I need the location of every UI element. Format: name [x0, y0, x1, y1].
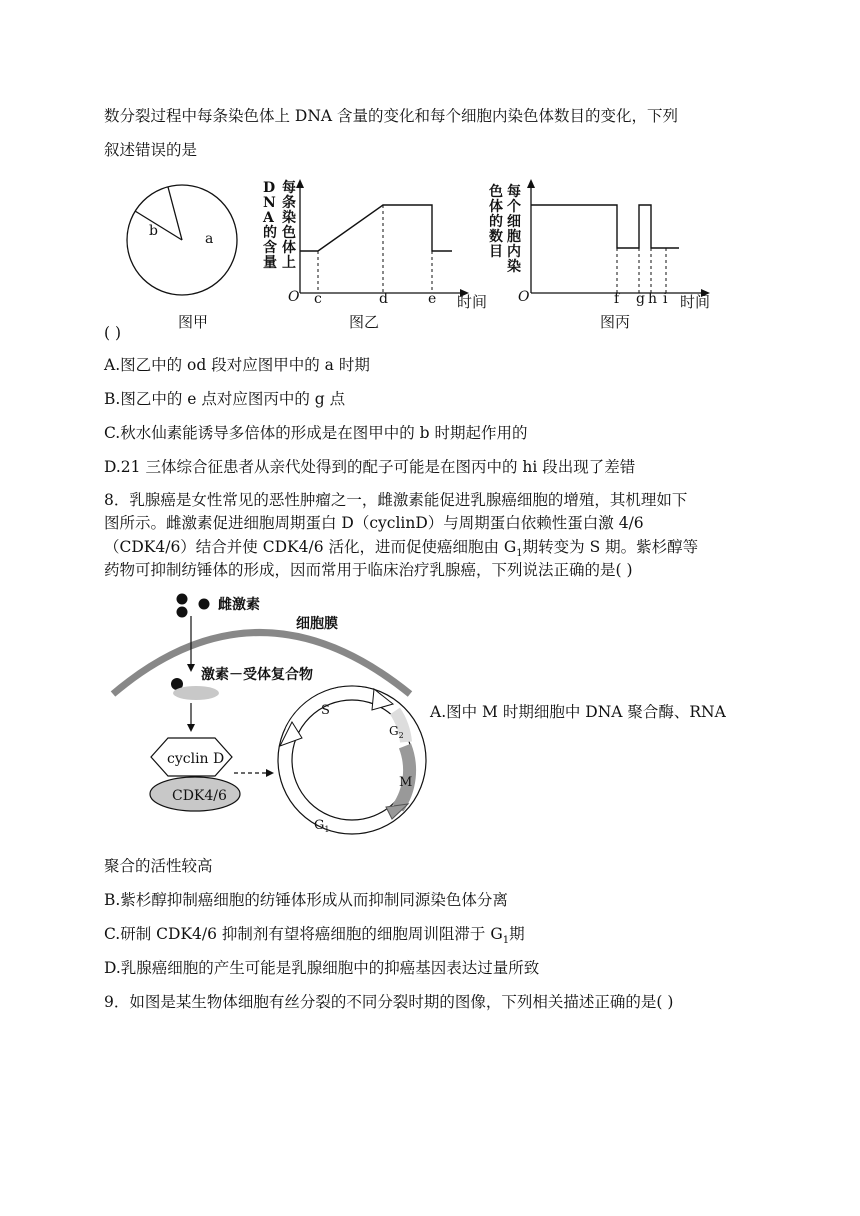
- caption-yi: 图乙: [349, 313, 380, 331]
- label-complex: 激素－受体复合物: [201, 667, 313, 683]
- q8-option-b: B.紫杉醇抑制癌细胞的纺锤体形成从而抑制同源染色体分离: [104, 891, 508, 909]
- axis-vertical-label: D N A 的含量: [263, 180, 277, 271]
- q8-option-a-part2: 聚合的活性较高: [104, 857, 213, 875]
- pie-label-a: a: [205, 231, 214, 247]
- label-phase-s: S: [321, 703, 330, 718]
- axis-vertical-label: 每条染色体上: [282, 180, 296, 271]
- figure-jia-pie: [120, 186, 250, 336]
- label-phase-m: M: [399, 775, 413, 790]
- yi-xlabel: 时间: [457, 293, 488, 311]
- q8-option-c: C.研制 CDK4/6 抑制剂有望将癌细胞的细胞周训阻滞于 $G_1$期: [104, 925, 525, 947]
- q7-option-c: C.秋水仙素能诱导多倍体的形成是在图甲中的 b 时期起作用的: [104, 424, 528, 442]
- q7-stem-line1: 数分裂过程中每条染色体上 DNA 含量的变化和每个细胞内染色体数目的变化，下列: [104, 107, 679, 125]
- figure-cell-cycle-diagram: [108, 586, 438, 846]
- q7-answer-blank: ( ): [104, 324, 122, 342]
- q7-option-a: A.图乙中的 od 段对应图甲中的 a 时期: [104, 356, 370, 374]
- bing-xlabel: 时间: [680, 293, 711, 311]
- bing-tick-i: i: [663, 291, 668, 307]
- label-membrane: 细胞膜: [296, 616, 338, 632]
- yi-ylabel: [262, 179, 296, 271]
- bing-tick-g: g: [636, 291, 645, 307]
- label-cyclin-d: cyclin D: [167, 751, 225, 767]
- yi-tick-d: d: [379, 291, 388, 307]
- q8-stem-line3: （CDK4/6）结合并使 CDK4/6 活化，进而促使癌细胞由 $G_1$期转变为 S 期。紫杉醇等: [104, 538, 699, 560]
- label-cdk46: CDK4/6: [172, 788, 227, 804]
- axis-vertical-label: 每个细胞内染: [507, 184, 521, 275]
- label-hormone: 雌激素: [218, 597, 260, 613]
- label-phase-g1: $G_1$: [314, 818, 330, 834]
- q7-stem-line2: 叙述错误的是: [104, 141, 198, 159]
- axis-vertical-label: 色体的数目: [489, 184, 503, 260]
- caption-bing: 图丙: [600, 313, 631, 331]
- q8-stem-line1: 8．乳腺癌是女性常见的恶性肿瘤之一，雌激素能促进乳腺癌细胞的增殖，其机理如下: [104, 491, 688, 509]
- yi-tick-e: e: [428, 291, 437, 307]
- figure-bing-chart: [484, 176, 724, 336]
- q8-stem-line2: 图所示。雌激素促进细胞周期蛋白 D（cyclinD）与周期蛋白依赖性蛋白激 4/6: [104, 514, 644, 532]
- bing-tick-f: f: [614, 291, 620, 307]
- yi-origin: O: [288, 289, 300, 305]
- q8-option-a-part1: A.图中 M 时期细胞中 DNA 聚合酶、RNA: [430, 703, 726, 721]
- bing-origin: O: [518, 289, 530, 305]
- q7-option-b: B.图乙中的 e 点对应图丙中的 g 点: [104, 390, 346, 408]
- label-phase-g2: $G_2$: [389, 724, 404, 740]
- q8-option-d: D.乳腺癌细胞的产生可能是乳腺细胞中的抑癌基因表达过量所致: [104, 959, 540, 977]
- q8-stem-line4: 药物可抑制纺锤体的形成，因而常用于临床治疗乳腺癌，下列说法正确的是( ): [104, 561, 633, 579]
- bing-ylabel: [488, 183, 521, 275]
- pie-label-b: b: [149, 223, 158, 239]
- yi-tick-c: c: [314, 291, 322, 307]
- bing-tick-h: h: [648, 291, 658, 307]
- figure-yi-chart: [250, 176, 500, 336]
- q7-option-d: D.21 三体综合征患者从亲代处得到的配子可能是在图丙中的 hi 段出现了差错: [104, 458, 636, 476]
- q9-stem: 9．如图是某生物体细胞有丝分裂的不同分裂时期的图像，下列相关描述正确的是( ): [104, 993, 674, 1011]
- caption-jia: 图甲: [178, 313, 209, 331]
